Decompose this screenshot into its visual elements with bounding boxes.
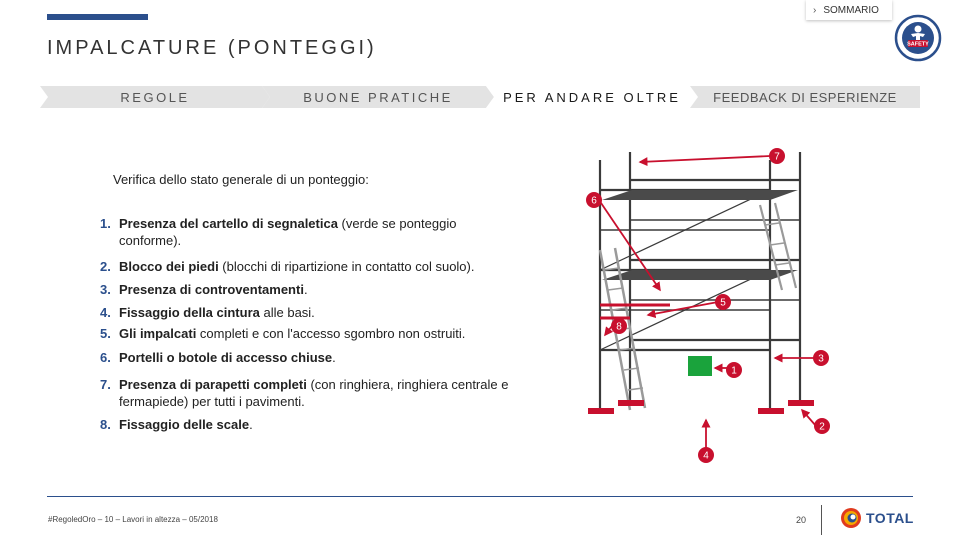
marker-1	[726, 362, 742, 378]
green-sign	[688, 356, 712, 376]
svg-text:8: 8	[616, 321, 622, 333]
footer-vertical-divider	[821, 505, 822, 535]
tab-bar	[40, 86, 920, 108]
item-number: 8.	[100, 417, 111, 432]
item-text: .	[332, 350, 336, 365]
marker-5	[715, 294, 731, 310]
safety-logo	[894, 14, 942, 62]
item-number: 7.	[100, 377, 111, 392]
list-item	[100, 349, 520, 366]
tab-label: FEEDBACK DI ESPERIENZE	[713, 89, 897, 105]
item-bold-text: Presenza del cartello di segnaletica	[119, 216, 338, 231]
footer-divider-line	[47, 496, 913, 497]
list-item	[100, 304, 520, 321]
intro-text: Verifica dello stato generale di un ponteggio:	[113, 172, 369, 187]
item-number: 6.	[100, 350, 111, 365]
list-item	[100, 376, 520, 410]
total-logo	[840, 507, 914, 529]
svg-text:4: 4	[703, 450, 709, 462]
footer-text: #RegoledOro – 10 – Lavori in altezza – 05/2018	[48, 515, 218, 524]
tab-regole[interactable]	[40, 86, 270, 108]
item-text: alle basi.	[259, 305, 315, 320]
marker-2	[814, 418, 830, 434]
item-text: (con ringhiera, ringhiera centrale e fermapiede) per tutti i pavimenti.	[119, 377, 509, 409]
marker-6	[586, 192, 602, 208]
sommario-button[interactable]	[806, 0, 892, 20]
page-title: IMPALCATURE (PONTEGGI)	[47, 37, 377, 59]
chevron-right-icon: ›	[813, 4, 817, 16]
item-number: 4.	[100, 305, 111, 320]
svg-text:3: 3	[818, 353, 824, 365]
tab-label: REGOLE	[120, 89, 190, 105]
total-wordmark: TOTAL	[866, 510, 914, 526]
tab-label: PER ANDARE OLTRE	[503, 89, 681, 105]
marker-8	[611, 318, 627, 334]
item-number: 3.	[100, 282, 111, 297]
sommario-label: SOMMARIO	[823, 4, 879, 16]
item-number: 5.	[100, 326, 111, 341]
page-number: 20	[796, 515, 807, 525]
item-text: completi e con l'accesso sgombro non ostruiti.	[196, 326, 466, 341]
list-item	[100, 416, 520, 433]
marker-4	[698, 447, 714, 463]
svg-text:1: 1	[731, 365, 737, 377]
list-item	[100, 281, 520, 298]
marker-3	[813, 350, 829, 366]
list-item	[100, 215, 520, 249]
item-bold-text: Gli impalcati	[119, 326, 197, 341]
base-plates	[588, 400, 814, 414]
tab-per-andare-oltre[interactable]	[486, 86, 698, 108]
item-text: .	[303, 282, 308, 297]
svg-text:5: 5	[720, 297, 726, 309]
item-text: (blocchi di ripartizione in contatto col suolo).	[218, 259, 475, 274]
svg-text:6: 6	[591, 195, 597, 207]
list-item	[100, 258, 520, 275]
item-bold-text: Fissaggio della cintura	[119, 305, 260, 320]
svg-text:SAFETY: SAFETY	[907, 41, 929, 48]
item-bold-text: Blocco dei piedi	[119, 259, 219, 274]
item-bold-text: Portelli o botole di accesso chiuse	[119, 350, 333, 365]
tab-label: BUONE PRATICHE	[303, 89, 453, 105]
svg-text:7: 7	[774, 151, 780, 163]
item-text: .	[249, 417, 253, 432]
item-bold-text: Fissaggio delle scale	[119, 417, 250, 432]
tab-buone-pratiche[interactable]	[262, 86, 494, 108]
item-bold-text: Presenza di parapetti completi	[119, 377, 307, 392]
item-number: 1.	[100, 216, 111, 231]
item-text: (verde se ponteggio conforme).	[119, 216, 457, 248]
item-bold-text: Presenza di controventamenti	[119, 282, 304, 297]
item-number: 2.	[100, 259, 111, 274]
marker-7	[769, 148, 785, 164]
scaffold-diagram	[570, 140, 850, 470]
list-item	[100, 325, 520, 342]
total-emblem-icon	[840, 507, 862, 529]
tab-feedback-di-esperienze[interactable]	[690, 86, 920, 108]
top-accent-bar	[47, 14, 148, 20]
svg-text:2: 2	[819, 421, 825, 433]
